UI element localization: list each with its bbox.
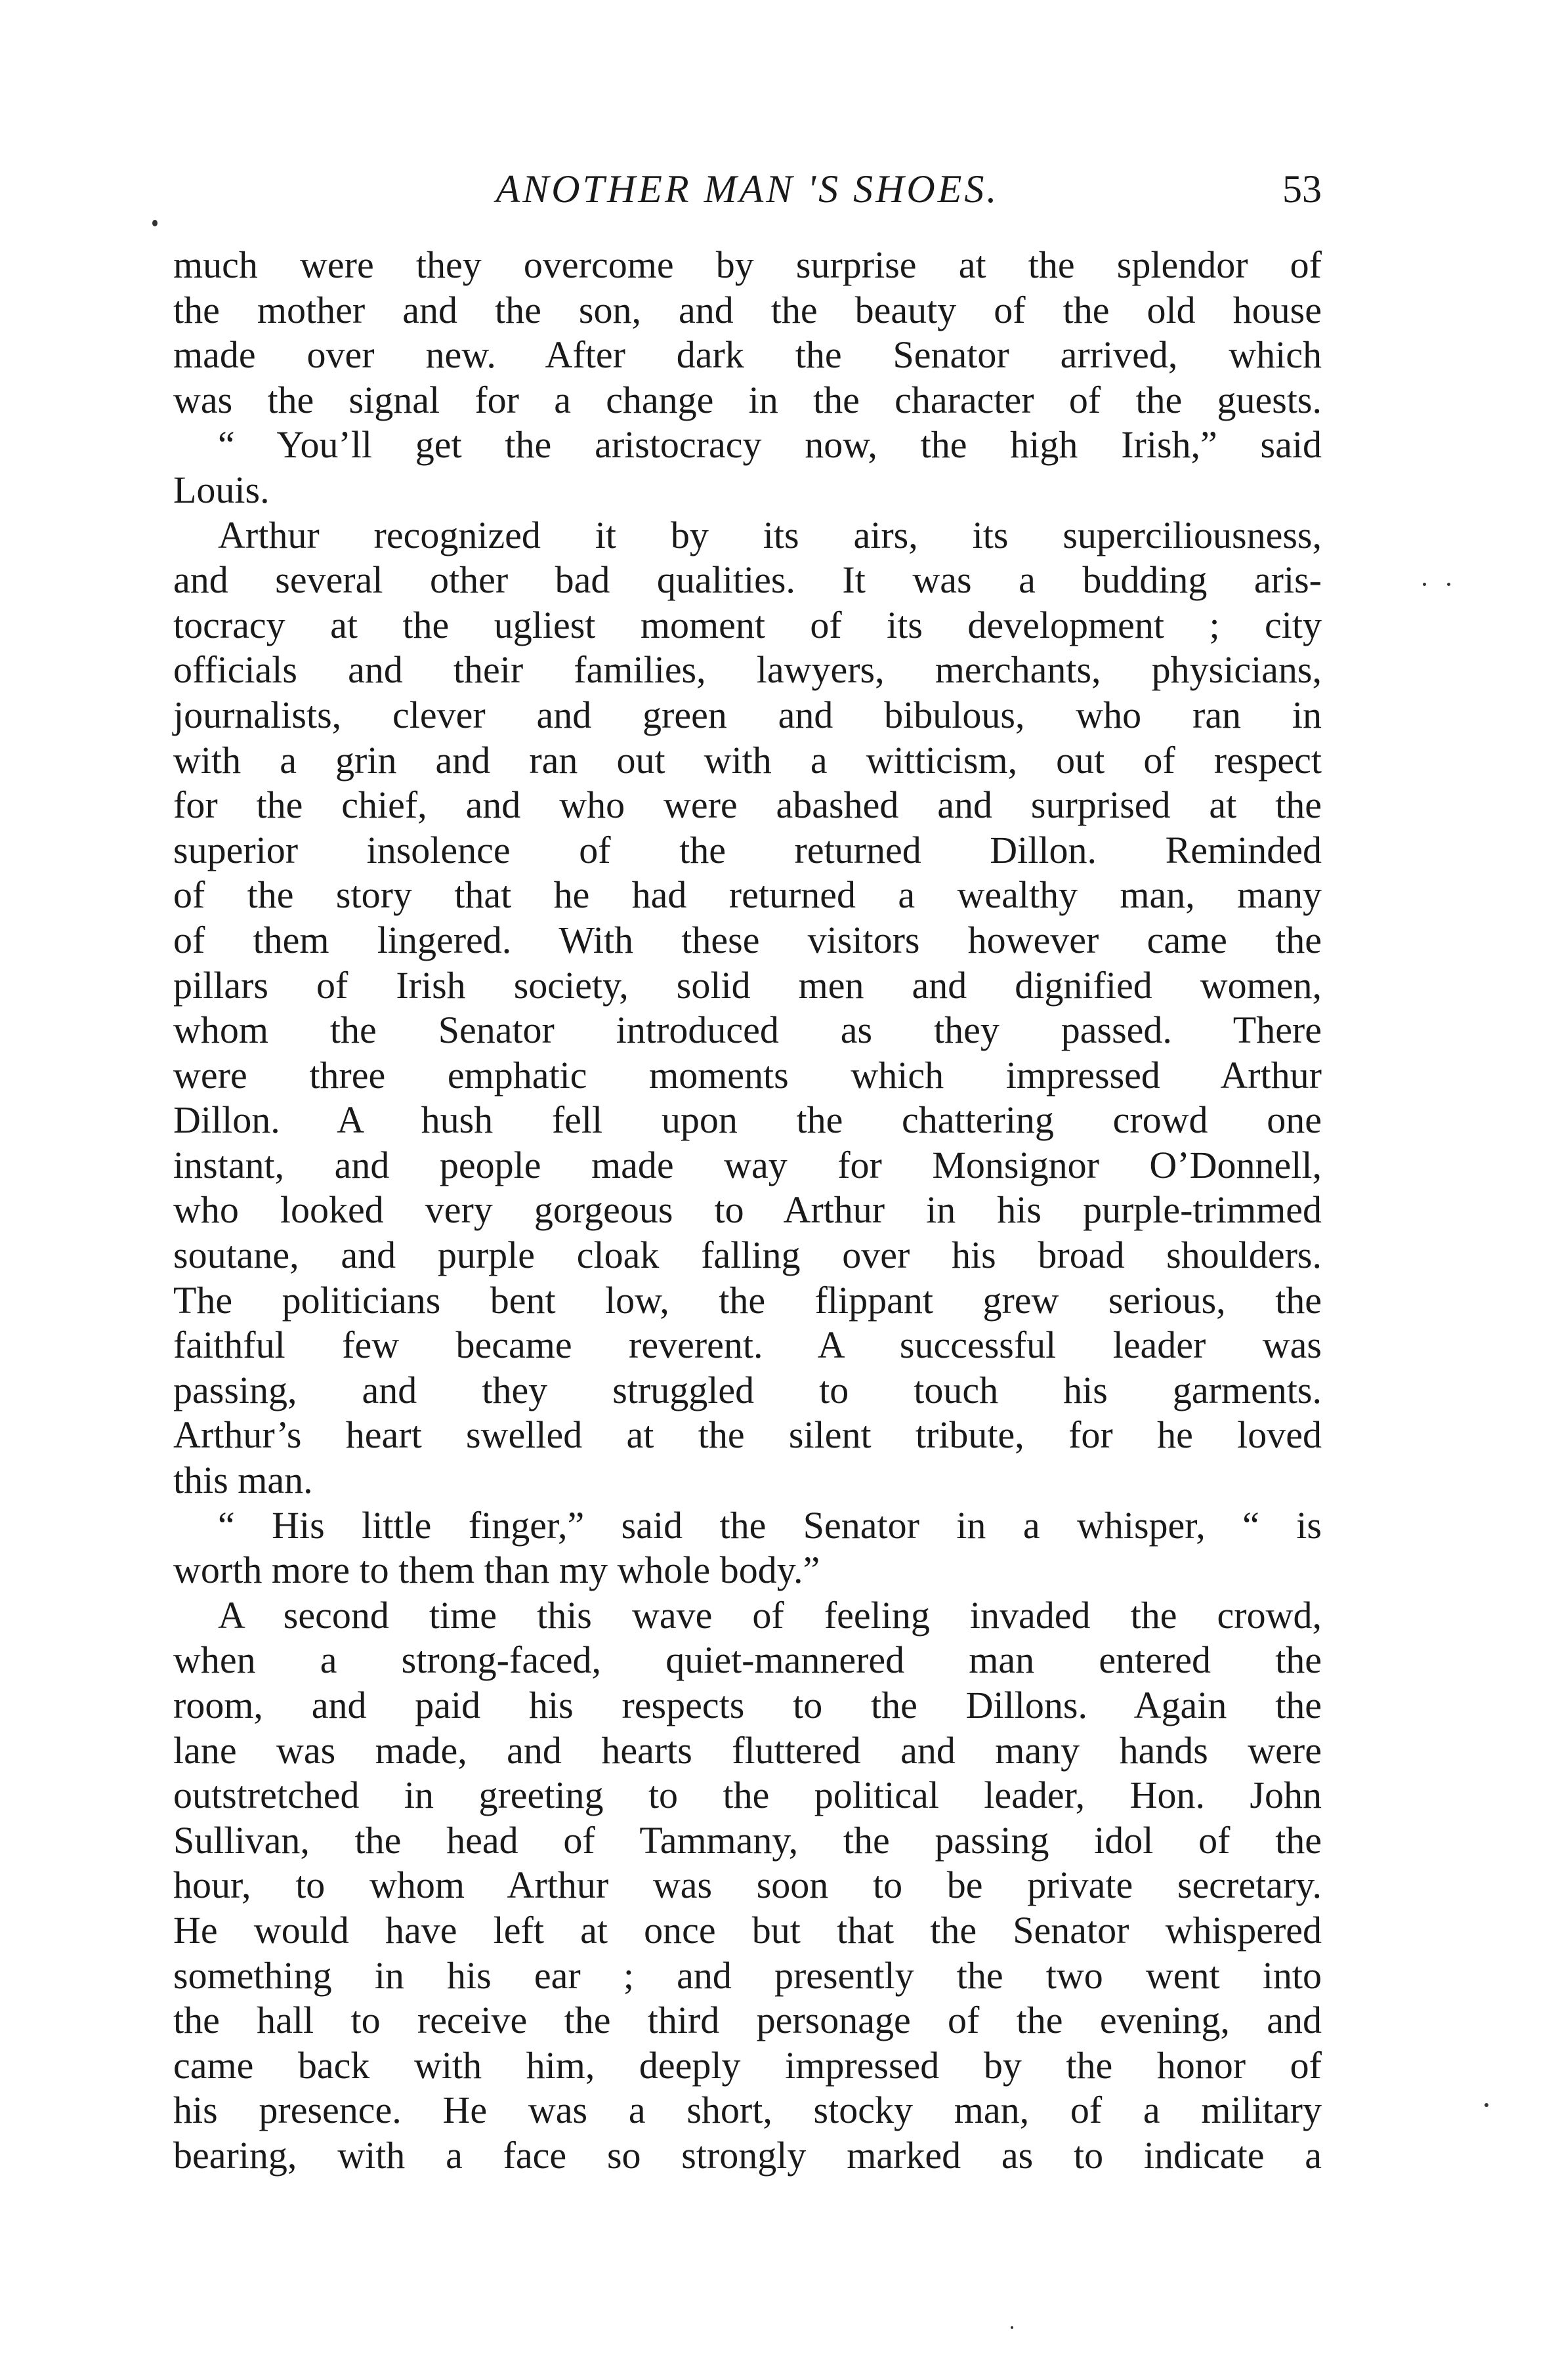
text-line: soutane, and purple cloak falling over his broad shoulders. — [173, 1234, 1322, 1277]
text-line: lane was made, and hearts fluttered and many hands were — [173, 1728, 1322, 1772]
text-line: “ You’ll get the aristocracy now, the high Irish,” said — [218, 423, 1322, 467]
text-line: Dillon. A hush fell upon the chattering crowd one — [173, 1098, 1322, 1142]
text-line: tocracy at the ugliest moment of its development ; city — [173, 603, 1322, 646]
body-text — [173, 243, 1322, 2179]
page-number: 53 — [1282, 167, 1322, 211]
text-line: faithful few became reverent. A successful leader was — [173, 1324, 1322, 1367]
stray-mark — [1423, 583, 1426, 586]
text-line: Arthur’s heart swelled at the silent tribute, for he loved — [173, 1413, 1322, 1457]
running-head — [173, 163, 1322, 215]
text-line: Louis. — [173, 468, 270, 511]
text-line: Sullivan, the head of Tammany, the passing idol of the — [173, 1818, 1322, 1862]
text-line: the hall to receive the third personage of the evening, and — [173, 1999, 1322, 2042]
text-line: superior insolence of the returned Dillon. Reminded — [173, 828, 1322, 871]
text-line: hour, to whom Arthur was soon to be private secretary. — [173, 1864, 1322, 1907]
running-title: ANOTHER MAN 'S SHOES. — [495, 167, 1000, 211]
stray-mark — [1447, 583, 1450, 586]
text-line: came back with him, deeply impressed by the honor of — [173, 2043, 1322, 2087]
text-line: who looked very gorgeous to Arthur in his purple-trimmed — [173, 1188, 1322, 1232]
text-line: something in his ear ; and presently the two went into — [173, 1953, 1322, 1997]
text-line: when a strong-faced, quiet-mannered man entered the — [173, 1639, 1322, 1682]
text-line: passing, and they struggled to touch his garments. — [173, 1368, 1322, 1411]
text-line: of them lingered. With these visitors however came the — [173, 918, 1322, 961]
text-line: were three emphatic moments which impressed Arthur — [173, 1053, 1322, 1096]
text-line: The politicians bent low, the flippant grew serious, the — [173, 1278, 1322, 1322]
text-line: bearing, with a face so strongly marked as to indicate a — [173, 2133, 1322, 2177]
text-line: for the chief, and who were abashed and surprised at the — [173, 783, 1322, 827]
stray-mark — [1011, 2326, 1013, 2329]
text-line: this man. — [173, 1459, 313, 1502]
text-line: the mother and the son, and the beauty of the old house — [173, 288, 1322, 331]
text-line: outstretched in greeting to the political leader, Hon. John — [173, 1774, 1322, 1817]
text-line: made over new. After dark the Senator arrived, which — [173, 333, 1322, 377]
stray-mark — [1484, 2103, 1488, 2107]
text-line: A second time this wave of feeling invaded the crowd, — [218, 1593, 1322, 1637]
text-line: pillars of Irish society, solid men and dignified women, — [173, 963, 1322, 1007]
stray-mark — [152, 220, 158, 226]
text-line: of the story that he had returned a wealthy man, many — [173, 873, 1322, 917]
text-line: with a grin and ran out with a witticism, out of respect — [173, 738, 1322, 782]
text-line: instant, and people made way for Monsignor O’Donnell, — [173, 1143, 1322, 1186]
text-line: He would have left at once but that the Senator whispered — [173, 1908, 1322, 1952]
text-line: officials and their families, lawyers, merchants, physicians, — [173, 648, 1322, 692]
text-line: was the signal for a change in the character of the guests. — [173, 378, 1322, 421]
text-line: whom the Senator introduced as they passed. There — [173, 1009, 1322, 1052]
text-line: “ His little finger,” said the Senator in a whisper, “ is — [218, 1503, 1322, 1547]
text-line: worth more to them than my whole body.” — [173, 1549, 820, 1592]
text-line: much were they overcome by surprise at the splendor of — [173, 243, 1322, 286]
text-line: room, and paid his respects to the Dillons. Again the — [173, 1684, 1322, 1726]
text-line: his presence. He was a short, stocky man, of a military — [173, 2089, 1322, 2132]
text-line: journalists, clever and green and bibulous, who ran in — [173, 693, 1322, 736]
text-line: and several other bad qualities. It was a budding aris- — [173, 558, 1322, 602]
text-line: Arthur recognized it by its airs, its superciliousness, — [218, 513, 1322, 556]
